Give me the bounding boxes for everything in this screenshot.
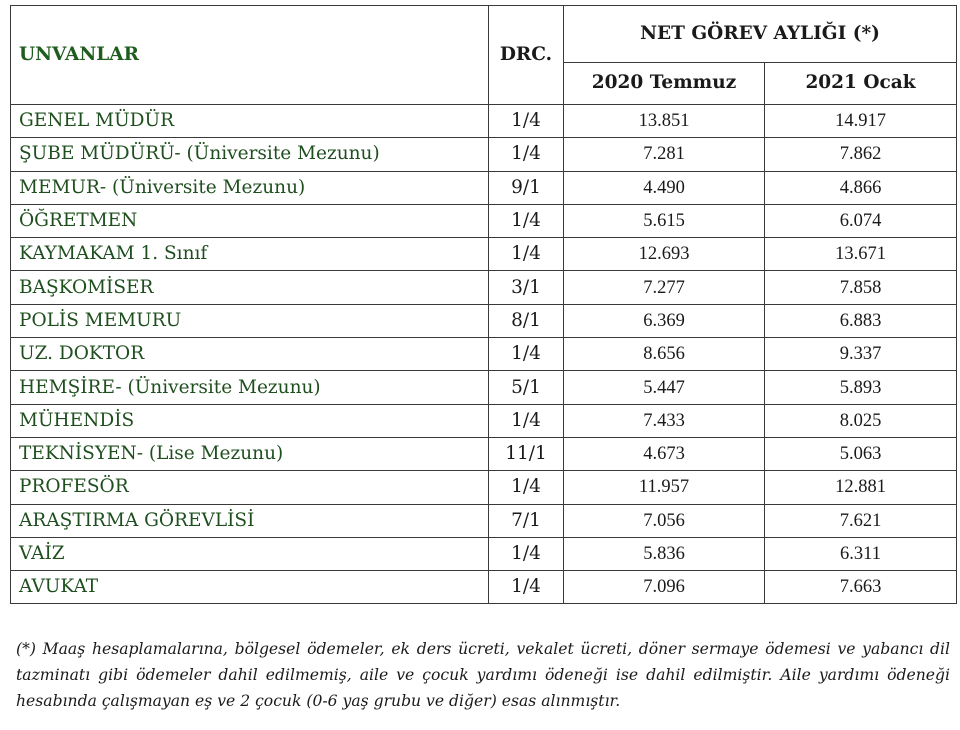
row-value-2021: 7.663 [765, 571, 957, 604]
row-title: BAŞKOMİSER [11, 271, 489, 304]
row-title: ÖĞRETMEN [11, 204, 489, 237]
row-value-2021: 4.866 [765, 171, 957, 204]
salary-table [10, 5, 957, 604]
row-value-2021: 5.893 [765, 371, 957, 404]
row-value-2021: 13.671 [765, 238, 957, 271]
row-drc: 11/1 [489, 437, 564, 470]
table-row [11, 471, 957, 504]
row-drc: 1/4 [489, 404, 564, 437]
row-drc: 1/4 [489, 138, 564, 171]
row-drc: 1/4 [489, 571, 564, 604]
table-row [11, 238, 957, 271]
row-value-2021: 6.311 [765, 537, 957, 570]
row-drc: 1/4 [489, 238, 564, 271]
row-drc: 1/4 [489, 537, 564, 570]
row-value-2020: 7.277 [564, 271, 765, 304]
table-row [11, 271, 957, 304]
row-value-2021: 6.074 [765, 204, 957, 237]
table-body [11, 105, 957, 604]
table-row [11, 537, 957, 570]
row-value-2020: 8.656 [564, 338, 765, 371]
row-title: AVUKAT [11, 571, 489, 604]
row-value-2021: 8.025 [765, 404, 957, 437]
header-2020-temmuz: 2020 Temmuz [564, 62, 765, 104]
table-header [11, 6, 957, 105]
row-value-2020: 7.056 [564, 504, 765, 537]
row-value-2021: 7.858 [765, 271, 957, 304]
row-value-2020: 4.490 [564, 171, 765, 204]
row-value-2020: 7.096 [564, 571, 765, 604]
header-unvanlar: UNVANLAR [11, 6, 489, 105]
row-title: ARAŞTIRMA GÖREVLİSİ [11, 504, 489, 537]
row-title: TEKNİSYEN- (Lise Mezunu) [11, 437, 489, 470]
row-drc: 1/4 [489, 204, 564, 237]
row-title: VAİZ [11, 537, 489, 570]
table-row [11, 504, 957, 537]
row-title: MÜHENDİS [11, 404, 489, 437]
row-value-2020: 5.615 [564, 204, 765, 237]
row-value-2020: 11.957 [564, 471, 765, 504]
row-title: UZ. DOKTOR [11, 338, 489, 371]
header-net-gorev-ayligi: NET GÖREV AYLIĞI (*) [564, 6, 957, 63]
table-row [11, 304, 957, 337]
table-row [11, 571, 957, 604]
row-value-2020: 5.836 [564, 537, 765, 570]
row-value-2021: 6.883 [765, 304, 957, 337]
row-value-2020: 6.369 [564, 304, 765, 337]
row-title: ŞUBE MÜDÜRÜ- (Üniversite Mezunu) [11, 138, 489, 171]
row-drc: 3/1 [489, 271, 564, 304]
table-row [11, 138, 957, 171]
row-title: MEMUR- (Üniversite Mezunu) [11, 171, 489, 204]
row-drc: 1/4 [489, 338, 564, 371]
row-value-2020: 4.673 [564, 437, 765, 470]
row-value-2020: 7.433 [564, 404, 765, 437]
row-title: HEMŞİRE- (Üniversite Mezunu) [11, 371, 489, 404]
row-value-2020: 7.281 [564, 138, 765, 171]
row-value-2021: 5.063 [765, 437, 957, 470]
row-drc: 5/1 [489, 371, 564, 404]
row-value-2020: 5.447 [564, 371, 765, 404]
row-title: POLİS MEMURU [11, 304, 489, 337]
row-value-2021: 7.621 [765, 504, 957, 537]
footnote: (*) Maaş hesaplamalarına, bölgesel ödemeler, ek ders ücreti, vekalet ücreti, döner sermaye ödemesi ve yabancı dil tazminatı gibi ödemeler dahil edilmemiş, aile ve çocuk yardımı ödeneği ise dahil edilmiştir. Aile yardımı ödeneği hesabında çalışmayan eş ve 2 çocuk (0-6 yaş grubu ve diğer) esas alınmıştır. [16, 639, 950, 710]
row-value-2020: 12.693 [564, 238, 765, 271]
table-row [11, 338, 957, 371]
row-value-2020: 13.851 [564, 105, 765, 138]
table-row [11, 105, 957, 138]
table-row [11, 404, 957, 437]
row-drc: 9/1 [489, 171, 564, 204]
table-row [11, 171, 957, 204]
row-drc: 1/4 [489, 105, 564, 138]
row-title: PROFESÖR [11, 471, 489, 504]
header-row-top [11, 6, 957, 63]
table-row [11, 371, 957, 404]
table-row [11, 204, 957, 237]
row-value-2021: 9.337 [765, 338, 957, 371]
header-2021-ocak: 2021 Ocak [765, 62, 957, 104]
row-title: KAYMAKAM 1. Sınıf [11, 238, 489, 271]
row-title: GENEL MÜDÜR [11, 105, 489, 138]
header-drc: DRC. [489, 6, 564, 105]
row-drc: 7/1 [489, 504, 564, 537]
row-drc: 1/4 [489, 471, 564, 504]
table-row [11, 437, 957, 470]
row-drc: 8/1 [489, 304, 564, 337]
row-value-2021: 12.881 [765, 471, 957, 504]
row-value-2021: 14.917 [765, 105, 957, 138]
row-value-2021: 7.862 [765, 138, 957, 171]
